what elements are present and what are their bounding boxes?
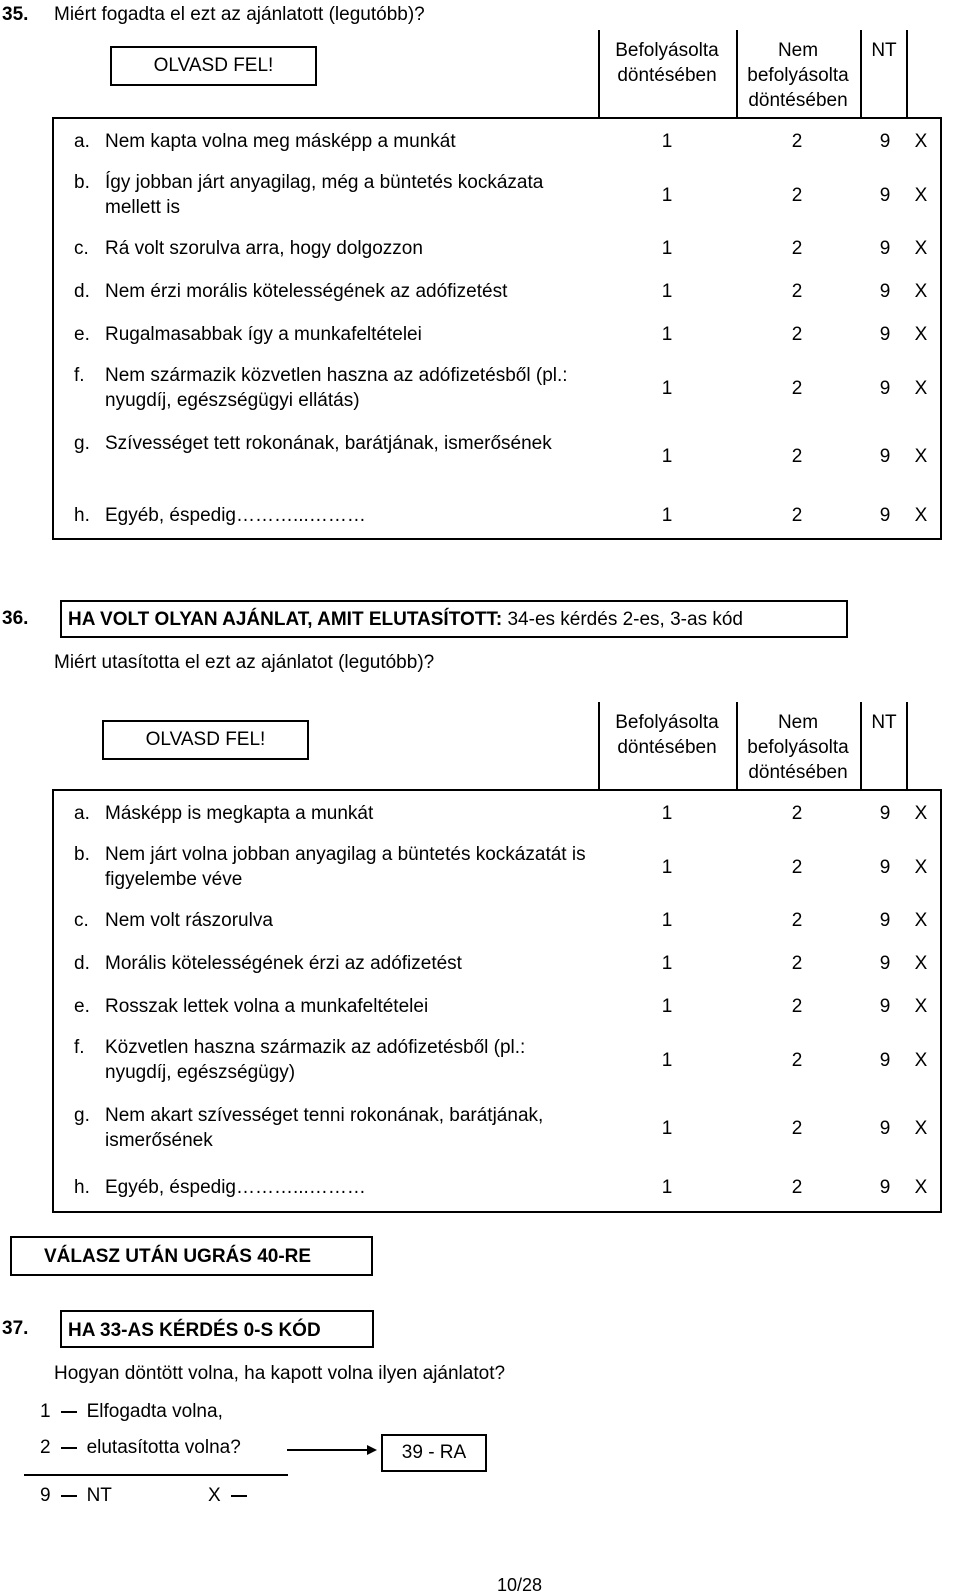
answer-code-1[interactable]: 1: [661, 281, 673, 302]
q35-row-b: [0, 164, 960, 226]
answer-code-1[interactable]: 1: [661, 910, 673, 931]
q35-number: 35.: [2, 4, 29, 25]
answer-code-9[interactable]: 9: [879, 446, 891, 467]
q36-row-d: [0, 943, 960, 983]
answer-code-1[interactable]: 1: [661, 803, 673, 824]
answer-code-x[interactable]: X: [914, 1177, 928, 1198]
q37-separator-line: [24, 1474, 288, 1476]
answer-code-9[interactable]: 9: [879, 505, 891, 526]
row-letter: g.: [74, 1105, 90, 1126]
q35-hdr-divider-3: [860, 30, 862, 118]
answer-code-9[interactable]: 9: [879, 1118, 891, 1139]
q37-nt-code: 9: [40, 1485, 51, 1506]
answer-code-9[interactable]: 9: [879, 857, 891, 878]
q37-option-2: [40, 1437, 241, 1459]
answer-code-2[interactable]: 2: [791, 803, 803, 824]
row-label: Egyéb, éspedig………...………: [105, 1177, 366, 1198]
q35-col-nt: NT: [871, 40, 897, 61]
q36-row-b: [0, 836, 960, 898]
answer-code-9[interactable]: 9: [879, 953, 891, 974]
row-label: Szívességet tett rokonának, barátjának, ismerősének: [105, 433, 552, 454]
q37-option-1: [40, 1401, 223, 1423]
q36-row-a: [0, 793, 960, 833]
answer-code-2[interactable]: 2: [791, 378, 803, 399]
answer-code-9[interactable]: 9: [879, 996, 891, 1017]
row-label: Nem származik közvetlen haszna az adófizetésből (pl.: nyugdíj, egészségügyi ellátás): [105, 365, 568, 411]
q35-row-c: [0, 228, 960, 268]
q36-col-nt: NT: [871, 712, 897, 733]
q35-read-box: [110, 46, 317, 86]
answer-code-1[interactable]: 1: [661, 324, 673, 345]
row-letter: e.: [74, 996, 90, 1017]
answer-code-2[interactable]: 2: [791, 857, 803, 878]
answer-code-2[interactable]: 2: [791, 953, 803, 974]
answer-code-1[interactable]: 1: [661, 378, 673, 399]
row-label: Nem érzi morális kötelességének az adófizetést: [105, 281, 508, 302]
answer-code-9[interactable]: 9: [879, 185, 891, 206]
q37-x-label: X: [208, 1485, 221, 1506]
row-letter: b.: [74, 844, 90, 865]
answer-code-2[interactable]: 2: [791, 1050, 803, 1071]
row-label: Rugalmasabbak így a munkafeltételei: [105, 324, 422, 345]
row-label: Nem akart szívességet tenni rokonának, barátjának, ismerősének: [105, 1105, 544, 1151]
q36-jump-box: [10, 1236, 373, 1276]
q36-filter-rest: 34-es kérdés 2-es, 3-as kód: [502, 609, 743, 630]
q37-goto-box: [381, 1434, 487, 1472]
answer-code-x[interactable]: X: [914, 857, 928, 878]
row-letter: e.: [74, 324, 90, 345]
answer-code-x[interactable]: X: [914, 505, 928, 526]
answer-code-2[interactable]: 2: [791, 185, 803, 206]
answer-code-1[interactable]: 1: [661, 953, 673, 974]
answer-code-9[interactable]: 9: [879, 238, 891, 259]
answer-code-2[interactable]: 2: [791, 446, 803, 467]
answer-code-x[interactable]: X: [914, 910, 928, 931]
q36-jump-label: VÁLASZ UTÁN UGRÁS 40-RE: [44, 1246, 312, 1267]
q36-question: Miért utasította el ezt az ajánlatot (legutóbb)?: [54, 652, 435, 673]
answer-code-x[interactable]: X: [914, 1118, 928, 1139]
row-label: Nem volt rászorulva: [105, 910, 273, 931]
row-letter: h.: [74, 505, 90, 526]
answer-code-1[interactable]: 1: [661, 505, 673, 526]
q35-hdr-divider-1: [598, 30, 600, 118]
row-letter: g.: [74, 433, 90, 454]
q36-hdr-divider-3: [860, 702, 862, 790]
row-label: Így jobban járt anyagilag, még a büntetés kockázata mellett is: [105, 172, 544, 218]
q37-option-1-label: Elfogadta volna,: [86, 1401, 223, 1422]
q37-nt-dash: [61, 1495, 77, 1497]
row-label: Rosszak lettek volna a munkafeltételei: [105, 996, 429, 1017]
answer-code-1[interactable]: 1: [661, 185, 673, 206]
q36-row-e: [0, 986, 960, 1026]
q37-option-x: [208, 1485, 257, 1507]
q35-row-e: [0, 314, 960, 354]
q37-option-2-dash: [61, 1447, 77, 1449]
row-label: Rá volt szorulva arra, hogy dolgozzon: [105, 238, 423, 259]
q35-row-f: [0, 357, 960, 419]
answer-code-x[interactable]: X: [914, 324, 928, 345]
answer-code-x[interactable]: X: [914, 238, 928, 259]
row-letter: a.: [74, 131, 90, 152]
answer-code-x[interactable]: X: [914, 378, 928, 399]
q35-col-befolyasolta: Befolyásolta döntésében: [615, 40, 719, 86]
q36-number: 36.: [2, 608, 29, 629]
q37-question: Hogyan döntött volna, ha kapott volna ilyen ajánlatot?: [54, 1363, 506, 1384]
row-label: Nem járt volna jobban anyagilag a büntetés kockázatát is figyelembe véve: [105, 844, 586, 890]
answer-code-1[interactable]: 1: [661, 446, 673, 467]
answer-code-x[interactable]: X: [914, 131, 928, 152]
q37-nt-label: NT: [86, 1485, 112, 1506]
q36-read-box: [102, 720, 309, 760]
q35-read-label: OLVASD FEL!: [153, 55, 274, 76]
answer-code-2[interactable]: 2: [791, 1177, 803, 1198]
answer-code-9[interactable]: 9: [879, 281, 891, 302]
q36-row-f: [0, 1029, 960, 1091]
q36-row-g: [0, 1097, 960, 1159]
q37-option-1-dash: [61, 1411, 77, 1413]
q36-row-h: [0, 1165, 960, 1209]
answer-code-x[interactable]: X: [914, 446, 928, 467]
q35-hdr-divider-2: [736, 30, 738, 118]
row-letter: b.: [74, 172, 90, 193]
page-number: 10/28: [497, 1575, 543, 1595]
q36-filter-box: [60, 600, 848, 638]
q35-row-h: [0, 493, 960, 537]
q36-hdr-divider-4: [906, 702, 908, 790]
row-letter: d.: [74, 953, 90, 974]
answer-code-x[interactable]: X: [914, 803, 928, 824]
answer-code-1[interactable]: 1: [661, 996, 673, 1017]
row-letter: d.: [74, 281, 90, 302]
answer-code-2[interactable]: 2: [791, 238, 803, 259]
q35-question: Miért fogadta el ezt az ajánlatott (legutóbb)?: [54, 4, 425, 25]
q37-x-dash: [231, 1495, 247, 1497]
answer-code-1[interactable]: 1: [661, 1050, 673, 1071]
q35-row-d: [0, 271, 960, 311]
answer-code-1[interactable]: 1: [661, 1118, 673, 1139]
answer-code-1[interactable]: 1: [661, 857, 673, 878]
q35-row-g: [0, 425, 960, 487]
row-label: Másképp is megkapta a munkát: [105, 803, 374, 824]
q37-option-2-label: elutasította volna?: [86, 1437, 241, 1458]
q37-goto-label: 39 - RA: [401, 1442, 467, 1463]
answer-code-1[interactable]: 1: [661, 238, 673, 259]
q36-read-label: OLVASD FEL!: [145, 729, 266, 750]
q36-filter-bold: HA VOLT OLYAN AJÁNLAT, AMIT ELUTASÍTOTT:: [68, 609, 503, 630]
answer-code-9[interactable]: 9: [879, 910, 891, 931]
answer-code-9[interactable]: 9: [879, 1177, 891, 1198]
answer-code-9[interactable]: 9: [879, 1050, 891, 1071]
q37-number: 37.: [2, 1318, 29, 1339]
row-label: Morális kötelességének érzi az adófizetést: [105, 953, 462, 974]
q37-option-nt: [40, 1485, 112, 1507]
row-label: Közvetlen haszna származik az adófizetésből (pl.: nyugdíj, egészségügy): [105, 1037, 526, 1083]
q36-hdr-divider-2: [736, 702, 738, 790]
row-letter: c.: [74, 238, 89, 259]
answer-code-2[interactable]: 2: [791, 910, 803, 931]
q35-col-nem-befolyasolta: Nem befolyásolta döntésében: [747, 40, 849, 111]
row-label: Egyéb, éspedig………...………: [105, 505, 366, 526]
q37-option-1-code: 1: [40, 1401, 51, 1422]
answer-code-x[interactable]: X: [914, 953, 928, 974]
answer-code-9[interactable]: 9: [879, 131, 891, 152]
q37-filter-box: [60, 1310, 374, 1348]
answer-code-2[interactable]: 2: [791, 281, 803, 302]
answer-code-9[interactable]: 9: [879, 803, 891, 824]
q36-col-befolyasolta: Befolyásolta döntésében: [615, 712, 719, 758]
q37-filter-label: HA 33-AS KÉRDÉS 0-S KÓD: [68, 1320, 321, 1341]
answer-code-9[interactable]: 9: [879, 324, 891, 345]
answer-code-9[interactable]: 9: [879, 378, 891, 399]
row-letter: c.: [74, 910, 89, 931]
q36-row-c: [0, 900, 960, 940]
answer-code-x[interactable]: X: [914, 996, 928, 1017]
row-letter: a.: [74, 803, 90, 824]
answer-code-2[interactable]: 2: [791, 131, 803, 152]
answer-code-2[interactable]: 2: [791, 505, 803, 526]
q37-goto-arrow-icon: [285, 1440, 380, 1460]
answer-code-x[interactable]: X: [914, 281, 928, 302]
answer-code-2[interactable]: 2: [791, 324, 803, 345]
q36-col-nem-befolyasolta: Nem befolyásolta döntésében: [747, 712, 849, 783]
row-letter: f.: [74, 1037, 85, 1058]
q35-row-a: [0, 121, 960, 161]
row-letter: h.: [74, 1177, 90, 1198]
answer-code-2[interactable]: 2: [791, 1118, 803, 1139]
q37-option-2-code: 2: [40, 1437, 51, 1458]
answer-code-1[interactable]: 1: [661, 131, 673, 152]
answer-code-1[interactable]: 1: [661, 1177, 673, 1198]
row-letter: f.: [74, 365, 85, 386]
answer-code-x[interactable]: X: [914, 185, 928, 206]
q36-hdr-divider-1: [598, 702, 600, 790]
answer-code-2[interactable]: 2: [791, 996, 803, 1017]
answer-code-x[interactable]: X: [914, 1050, 928, 1071]
q35-hdr-divider-4: [906, 30, 908, 118]
row-label: Nem kapta volna meg másképp a munkát: [105, 131, 456, 152]
